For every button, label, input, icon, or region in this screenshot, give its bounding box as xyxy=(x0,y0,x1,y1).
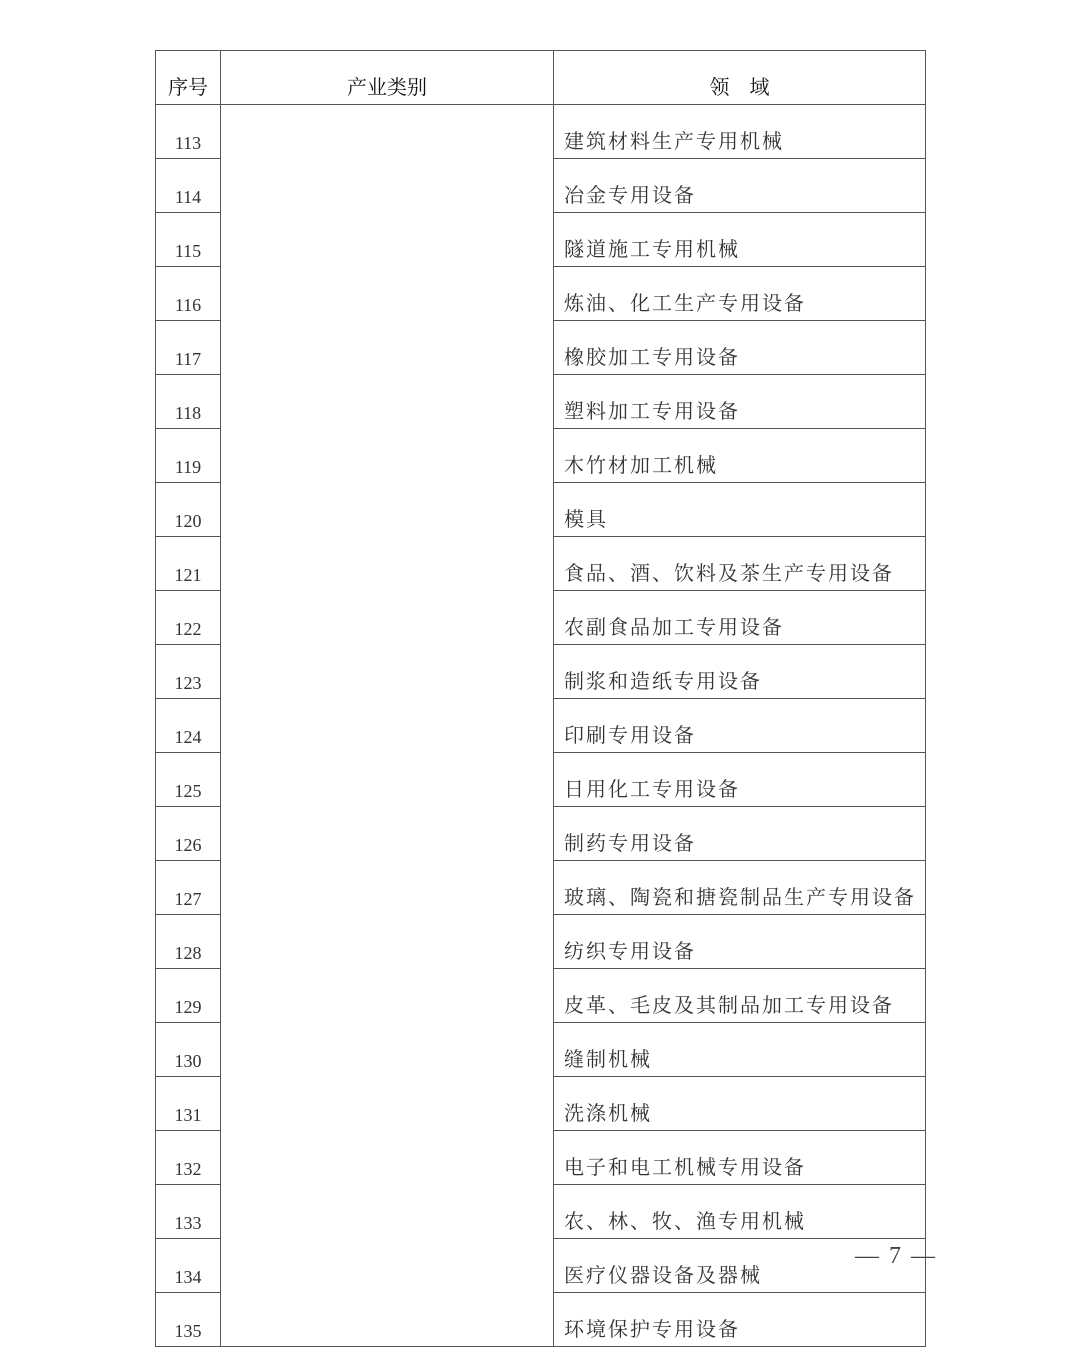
industry-field-table xyxy=(155,50,926,1347)
table-header-row xyxy=(156,51,926,105)
row-index: 122 xyxy=(156,591,221,645)
row-field: 玻璃、陶瓷和搪瓷制品生产专用设备 xyxy=(554,861,926,915)
row-field: 环境保护专用设备 xyxy=(554,1293,926,1347)
row-field: 冶金专用设备 xyxy=(554,159,926,213)
row-index: 120 xyxy=(156,483,221,537)
header-category: 产业类别 xyxy=(221,51,554,105)
row-field: 制药专用设备 xyxy=(554,807,926,861)
row-field: 农、林、牧、渔专用机械 xyxy=(554,1185,926,1239)
header-index: 序号 xyxy=(156,51,221,105)
row-field: 医疗仪器设备及器械 xyxy=(554,1239,926,1293)
row-index: 117 xyxy=(156,321,221,375)
row-field: 纺织专用设备 xyxy=(554,915,926,969)
row-index: 129 xyxy=(156,969,221,1023)
row-field: 印刷专用设备 xyxy=(554,699,926,753)
row-field: 电子和电工机械专用设备 xyxy=(554,1131,926,1185)
row-field: 洗涤机械 xyxy=(554,1077,926,1131)
row-field: 木竹材加工机械 xyxy=(554,429,926,483)
row-index: 114 xyxy=(156,159,221,213)
row-field: 食品、酒、饮料及茶生产专用设备 xyxy=(554,537,926,591)
row-field: 农副食品加工专用设备 xyxy=(554,591,926,645)
row-index: 119 xyxy=(156,429,221,483)
row-index: 135 xyxy=(156,1293,221,1347)
row-index: 118 xyxy=(156,375,221,429)
table-row xyxy=(156,105,926,159)
row-index: 123 xyxy=(156,645,221,699)
category-cell xyxy=(221,105,554,1347)
row-index: 134 xyxy=(156,1239,221,1293)
row-index: 116 xyxy=(156,267,221,321)
row-field: 制浆和造纸专用设备 xyxy=(554,645,926,699)
row-field: 橡胶加工专用设备 xyxy=(554,321,926,375)
row-field: 隧道施工专用机械 xyxy=(554,213,926,267)
row-field: 皮革、毛皮及其制品加工专用设备 xyxy=(554,969,926,1023)
row-field: 日用化工专用设备 xyxy=(554,753,926,807)
row-index: 132 xyxy=(156,1131,221,1185)
row-index: 125 xyxy=(156,753,221,807)
page-number: — 7 — xyxy=(855,1243,937,1269)
row-field: 缝制机械 xyxy=(554,1023,926,1077)
row-index: 124 xyxy=(156,699,221,753)
row-index: 133 xyxy=(156,1185,221,1239)
row-index: 131 xyxy=(156,1077,221,1131)
row-field: 建筑材料生产专用机械 xyxy=(554,105,926,159)
row-index: 113 xyxy=(156,105,221,159)
row-index: 121 xyxy=(156,537,221,591)
row-index: 126 xyxy=(156,807,221,861)
row-index: 127 xyxy=(156,861,221,915)
row-field: 炼油、化工生产专用设备 xyxy=(554,267,926,321)
row-field: 塑料加工专用设备 xyxy=(554,375,926,429)
row-index: 115 xyxy=(156,213,221,267)
row-field: 模具 xyxy=(554,483,926,537)
row-index: 128 xyxy=(156,915,221,969)
header-field: 领 域 xyxy=(554,51,926,105)
row-index: 130 xyxy=(156,1023,221,1077)
